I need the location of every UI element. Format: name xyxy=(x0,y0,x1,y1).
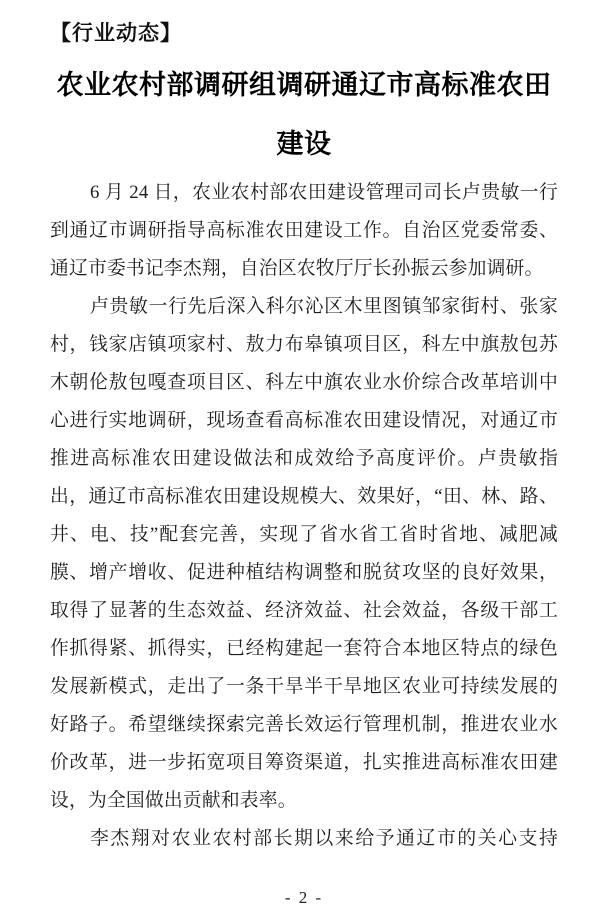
body-text-line: 通辽市委书记李杰翔，自治区农牧厅厅长孙振云参加调研。 xyxy=(50,258,544,279)
body-text-line: 推进高标准农田建设做法和成效给予高度评价。卢贵敏指 xyxy=(50,448,558,469)
body-text-line: 出，通辽市高标准农田建设规模大、效果好，“田、林、路、 xyxy=(50,486,558,507)
title-line: 农业农村部调研组调研通辽市高标准农田 xyxy=(56,70,552,100)
document-title xyxy=(50,56,558,174)
body-text-line: 村，钱家店镇项家村、敖力布皋镇项目区，科左中旗敖包苏 xyxy=(50,334,558,355)
body-text-line: 李杰翔对农业农村部长期以来给予通辽市的关心支持 xyxy=(90,828,558,849)
document-body xyxy=(50,174,558,858)
body-text-line: 木朝伦敖包嘎查项目区、科左中旗农业水价综合改革培训中 xyxy=(50,372,558,393)
section-tag: 【行业动态】 xyxy=(50,22,182,45)
body-text-line: 作抓得紧、抓得实，已经构建起一套符合本地区特点的绿色 xyxy=(50,638,558,659)
body-text-line: 设，为全国做出贡献和表率。 xyxy=(50,790,297,811)
body-text-line: 膜、增产增收、促进种植结构调整和脱贫攻坚的良好效果， xyxy=(50,562,558,583)
body-text-line: 到通辽市调研指导高标准农田建设工作。自治区党委常委、 xyxy=(50,220,558,241)
body-text-line: 好路子。希望继续探索完善长效运行管理机制，推进农业水 xyxy=(50,714,558,735)
body-text-line: 井、电、技”配套完善，实现了省水省工省时省地、减肥减 xyxy=(50,524,558,545)
body-text-line: 心进行实地调研，现场查看高标准农田建设情况，对通辽市 xyxy=(50,410,558,431)
body-text-line: 取得了显著的生态效益、经济效益、社会效益，各级干部工 xyxy=(50,600,558,621)
body-text-line: 发展新模式，走出了一条干旱半干旱地区农业可持续发展的 xyxy=(50,676,558,697)
body-text-line: 价改革，进一步拓宽项目筹资渠道，扎实推进高标准农田建 xyxy=(50,752,558,773)
title-line: 建设 xyxy=(276,129,332,159)
page-number: - 2 - xyxy=(284,888,324,907)
body-text-line: 卢贵敏一行先后深入科尔沁区木里图镇邹家街村、张家 xyxy=(90,296,558,317)
body-text-line: 6 月 24 日，农业农村部农田建设管理司司长卢贵敏一行 xyxy=(90,182,558,203)
